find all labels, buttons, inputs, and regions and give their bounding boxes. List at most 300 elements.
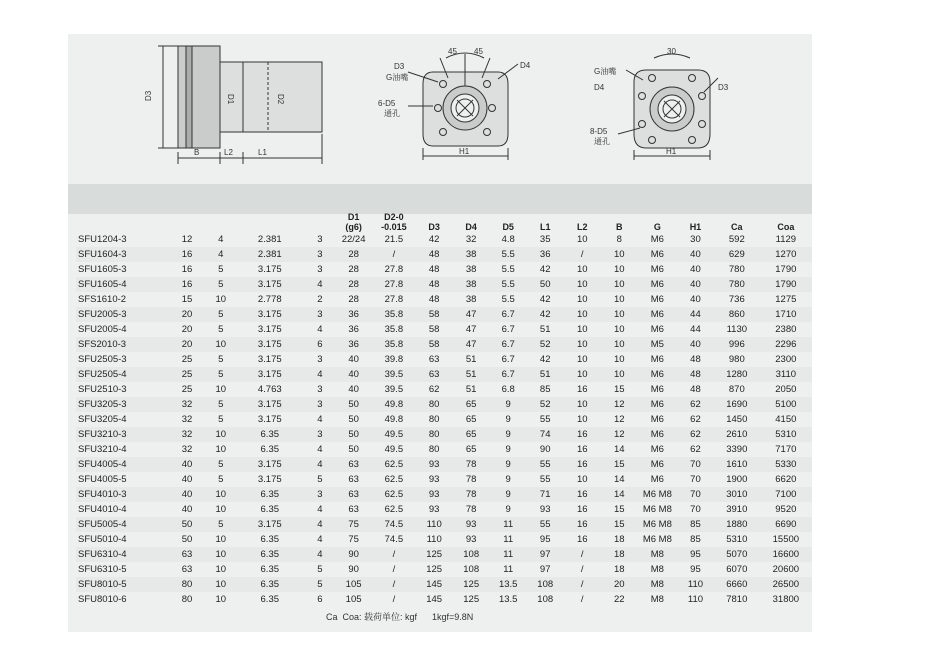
table-cell: 6.7 <box>490 367 527 382</box>
table-cell: 85 <box>690 534 701 545</box>
table-cell: 42 <box>428 234 440 245</box>
model-cell: SFU3205-3 <box>76 397 167 412</box>
table-cell: M8 <box>650 594 664 605</box>
table-cell: 2610 <box>714 427 760 442</box>
table-cell: 32 <box>181 444 193 455</box>
table-cell: / <box>580 594 584 605</box>
table-cell: 10 <box>601 247 638 262</box>
table-cell: 5.5 <box>501 264 515 275</box>
table-cell: 70 <box>690 474 701 485</box>
table-cell: 10 <box>215 564 227 575</box>
table-cell: / <box>580 564 584 575</box>
table-cell: 110 <box>416 517 453 532</box>
table-cell: 9520 <box>775 504 797 515</box>
table-cell: 63 <box>416 367 453 382</box>
table-cell: 63 <box>181 564 193 575</box>
table-cell: 3.175 <box>235 457 305 472</box>
table-cell: 50 <box>348 444 359 455</box>
table-cell: 9 <box>490 457 527 472</box>
table-row <box>76 457 812 472</box>
table-cell: 50 <box>335 397 372 412</box>
table-cell: 5 <box>207 517 235 532</box>
table-cell: 39.5 <box>384 384 404 395</box>
table-cell: 35.8 <box>372 307 416 322</box>
table-cell: 4.763 <box>257 384 282 395</box>
table-cell: 6.35 <box>235 577 305 592</box>
table-row <box>76 547 812 562</box>
table-cell: 48 <box>416 277 453 292</box>
table-cell: 95 <box>677 547 714 562</box>
table-cell: 16 <box>576 384 588 395</box>
table-cell: 996 <box>714 337 760 352</box>
table-cell: 16 <box>576 504 588 515</box>
table-cell: 1270 <box>760 247 812 262</box>
header-cell <box>167 210 206 232</box>
table-cell: 40 <box>167 487 206 502</box>
table-cell: M6 <box>638 457 677 472</box>
table-cell: 18 <box>613 564 625 575</box>
table-cell: 20600 <box>772 564 800 575</box>
table-cell: 9 <box>490 397 527 412</box>
table-cell: / <box>564 577 601 592</box>
table-cell: 10 <box>207 427 235 442</box>
table-cell: 6.7 <box>490 337 527 352</box>
table-cell: 108 <box>537 594 554 605</box>
model-cell: SFU1605-4 <box>76 277 167 292</box>
table-cell: 4 <box>218 234 224 245</box>
dim-label-d4-front-b: D4 <box>594 83 605 92</box>
spec-table <box>76 210 812 607</box>
table-row <box>76 592 812 607</box>
table-cell: 26500 <box>760 577 812 592</box>
table-cell: 10 <box>601 307 638 322</box>
table-cell: 93 <box>416 487 453 502</box>
model-cell: SFU1204-3 <box>78 234 127 245</box>
header-cell-b: B <box>615 222 623 232</box>
table-row <box>76 427 812 442</box>
table-cell: 36 <box>348 324 359 335</box>
table-cell: 5.5 <box>501 294 515 305</box>
table-cell: 62 <box>690 444 701 455</box>
table-cell: 13.5 <box>498 594 518 605</box>
table-cell: 38 <box>465 264 477 275</box>
table-row <box>76 382 812 397</box>
table-cell: 5 <box>305 577 335 592</box>
table-cell: 6.35 <box>235 427 305 442</box>
table-cell: 780 <box>728 264 745 275</box>
model-cell: SFU5010-4 <box>78 534 127 545</box>
table-cell: 50 <box>167 517 206 532</box>
grease-nipple-label-a: G油嘴 <box>386 73 409 82</box>
table-cell: 44 <box>677 307 714 322</box>
table-cell: 860 <box>714 307 760 322</box>
table-cell: 40 <box>690 294 701 305</box>
table-cell: M6 <box>638 277 677 292</box>
table-cell: 629 <box>714 247 760 262</box>
table-cell: 2296 <box>760 337 812 352</box>
table-cell: 40 <box>690 264 701 275</box>
model-cell: SFU2005-4 <box>78 324 127 335</box>
table-cell: M6 <box>638 247 677 262</box>
table-cell: 71 <box>527 487 564 502</box>
table-cell: 125 <box>453 577 490 592</box>
table-cell: 48 <box>428 264 440 275</box>
table-cell: / <box>372 547 416 562</box>
table-cell: 3110 <box>760 367 812 382</box>
table-cell: 6.35 <box>235 547 305 562</box>
table-cell: 108 <box>453 547 490 562</box>
hole-count-label-b: 8-D5 <box>590 127 608 136</box>
table-cell: 4 <box>317 324 323 335</box>
table-cell: 51 <box>539 324 551 335</box>
flange-front-view-b <box>618 54 718 160</box>
through-hole-label-a: 通孔 <box>384 109 400 118</box>
table-cell: 780 <box>714 277 760 292</box>
table-cell: 9 <box>490 427 527 442</box>
table-cell: 3.175 <box>235 277 305 292</box>
table-cell: 13.5 <box>490 577 527 592</box>
table-cell: M6 <box>638 397 677 412</box>
table-cell: 11 <box>490 547 527 562</box>
table-row <box>76 367 812 382</box>
table-cell: 3 <box>305 427 335 442</box>
table-cell: 7170 <box>775 444 797 455</box>
table-cell: 48 <box>677 367 714 382</box>
table-row <box>76 532 812 547</box>
table-cell: 65 <box>453 397 490 412</box>
table-cell: 48 <box>416 247 453 262</box>
table-cell: 65 <box>465 444 477 455</box>
model-cell: SFU3205-4 <box>78 414 127 425</box>
table-cell: 93 <box>539 504 551 515</box>
table-cell: 2300 <box>775 354 797 365</box>
table-cell: 11 <box>490 517 527 532</box>
table-cell: 3 <box>305 247 335 262</box>
model-cell: SFU3210-3 <box>76 427 167 442</box>
table-cell: 22/24 <box>341 234 366 245</box>
table-cell: 3.175 <box>257 474 282 485</box>
hole-count-label-a: 6-D5 <box>378 99 396 108</box>
table-cell: M5 <box>638 337 677 352</box>
table-cell: 9 <box>505 474 511 485</box>
table-row <box>76 322 812 337</box>
table-row <box>76 517 812 532</box>
table-cell: 93 <box>428 504 440 515</box>
table-cell: 1790 <box>775 264 797 275</box>
table-cell: 32 <box>465 234 477 245</box>
header-cell-l1: L1 <box>539 222 551 232</box>
table-cell: 47 <box>453 337 490 352</box>
table-cell: 22 <box>613 594 625 605</box>
table-row <box>76 262 812 277</box>
table-cell: 9 <box>505 504 511 515</box>
table-cell: 5 <box>207 307 235 322</box>
table-cell: 870 <box>728 384 745 395</box>
table-cell: 125 <box>426 564 443 575</box>
table-cell: 78 <box>453 487 490 502</box>
model-cell: SFU6310-4 <box>76 547 167 562</box>
dim-label-d1: D1 <box>226 94 235 105</box>
dim-label-30: 30 <box>667 47 676 56</box>
table-cell: 55 <box>527 457 564 472</box>
table-cell: 65 <box>465 414 477 425</box>
table-cell: / <box>372 577 416 592</box>
table-cell: 5100 <box>760 397 812 412</box>
table-row <box>76 562 812 577</box>
table-cell: 3010 <box>714 487 760 502</box>
table-cell: 28 <box>335 247 372 262</box>
table-cell: 42 <box>527 307 564 322</box>
header-cell-d1: D1 (g6) <box>345 212 362 232</box>
model-cell: SFU2005-3 <box>76 307 167 322</box>
table-cell: 11 <box>503 534 514 545</box>
table-cell: 30 <box>690 234 701 245</box>
table-cell: 15 <box>601 517 638 532</box>
table-cell: 1450 <box>726 414 748 425</box>
table-cell: 16 <box>576 534 588 545</box>
model-cell: SFU1604-3 <box>76 247 167 262</box>
table-cell: 74 <box>527 427 564 442</box>
table-cell: 55 <box>527 517 564 532</box>
table-cell: 35.8 <box>384 324 404 335</box>
table-cell: M6 <box>650 234 664 245</box>
flange-front-view-a <box>408 53 518 160</box>
table-row <box>76 487 812 502</box>
table-cell: 51 <box>465 354 477 365</box>
table-cell: 2.778 <box>257 294 282 305</box>
table-cell: 49.5 <box>384 444 404 455</box>
table-cell: 80 <box>181 594 193 605</box>
table-cell: / <box>392 594 396 605</box>
table-cell: 1880 <box>714 517 760 532</box>
table-cell: 32 <box>167 427 206 442</box>
table-cell: 36 <box>335 307 372 322</box>
table-cell: 5 <box>218 414 224 425</box>
table-cell: 6.35 <box>260 534 280 545</box>
table-cell: 8 <box>616 234 622 245</box>
table-cell: 5 <box>317 474 323 485</box>
table-body <box>76 232 812 607</box>
table-cell: 51 <box>465 384 477 395</box>
table-cell: 10 <box>576 354 588 365</box>
table-cell: 62.5 <box>372 487 416 502</box>
table-cell: 4.8 <box>501 234 515 245</box>
table-cell: 78 <box>465 474 477 485</box>
table-cell: 25 <box>181 354 193 365</box>
model-cell: SFU3210-4 <box>78 444 127 455</box>
header-cell-d3: D3 <box>428 222 440 232</box>
table-cell: 10 <box>215 534 227 545</box>
table-cell: 40 <box>335 367 372 382</box>
table-cell: 49.5 <box>372 427 416 442</box>
model-cell: SFS1610-2 <box>78 294 127 305</box>
table-cell: 4150 <box>775 414 797 425</box>
catalog-sheet <box>68 34 812 632</box>
table-cell: 38 <box>453 277 490 292</box>
table-cell: 1275 <box>775 294 797 305</box>
table-cell: 48 <box>428 294 440 305</box>
table-cell: 3.175 <box>235 307 305 322</box>
table-cell: 39.8 <box>384 354 404 365</box>
header-cell-ca: Ca <box>731 222 743 232</box>
table-cell: 80 <box>428 414 440 425</box>
table-cell: 40 <box>677 277 714 292</box>
table-cell: M6 M8 <box>642 534 672 545</box>
table-cell: M8 <box>638 577 677 592</box>
table-cell: 31800 <box>772 594 800 605</box>
table-cell: 10 <box>207 547 235 562</box>
table-cell: 93 <box>465 534 477 545</box>
model-cell: SFU8010-5 <box>76 577 167 592</box>
table-cell: 145 <box>416 577 453 592</box>
table-cell: 10 <box>564 367 601 382</box>
table-cell: 36 <box>335 337 372 352</box>
table-cell: 42 <box>539 294 551 305</box>
table-cell: 4 <box>317 534 323 545</box>
table-cell: 95 <box>690 564 701 575</box>
table-cell: 16600 <box>760 547 812 562</box>
table-cell: 105 <box>345 594 362 605</box>
table-cell: M6 <box>650 294 664 305</box>
header-cell <box>76 210 167 232</box>
table-cell: 4 <box>317 444 323 455</box>
model-cell: SFU4005-5 <box>78 474 127 485</box>
table-cell: 10 <box>613 324 625 335</box>
table-cell: 18 <box>613 534 625 545</box>
table-cell: 16 <box>576 444 588 455</box>
table-cell: 44 <box>690 324 701 335</box>
table-cell: 63 <box>348 504 359 515</box>
table-cell: 1129 <box>775 234 797 245</box>
table-row <box>76 412 812 427</box>
table-cell: 5 <box>207 277 235 292</box>
table-cell: M6 M8 <box>638 487 677 502</box>
table-cell: 48 <box>690 384 701 395</box>
table-cell: 16 <box>564 517 601 532</box>
table-cell: 4 <box>305 547 335 562</box>
table-cell: 27.8 <box>384 294 404 305</box>
table-cell: 50 <box>348 414 359 425</box>
table-cell: 108 <box>527 577 564 592</box>
table-cell: 6070 <box>726 564 748 575</box>
table-cell: 38 <box>453 247 490 262</box>
table-cell: 21.5 <box>384 234 404 245</box>
side-view-drawing <box>158 46 322 164</box>
table-cell: 3.175 <box>257 414 282 425</box>
table-cell: 10 <box>207 337 235 352</box>
header-cell-g: G <box>653 222 661 232</box>
table-cell: 80 <box>416 427 453 442</box>
table-cell: 6.35 <box>260 564 280 575</box>
table-cell: 49.8 <box>384 414 404 425</box>
table-cell: 74.5 <box>372 517 416 532</box>
table-cell: M6 <box>650 384 664 395</box>
table-row <box>76 337 812 352</box>
table-cell: 1710 <box>760 307 812 322</box>
table-cell: M6 <box>650 324 664 335</box>
table-cell: 7100 <box>760 487 812 502</box>
table-cell: 16 <box>181 264 193 275</box>
table-cell: 63 <box>428 354 440 365</box>
table-cell: 5 <box>218 324 224 335</box>
table-cell: 39.5 <box>372 367 416 382</box>
table-cell: 5 <box>218 474 224 485</box>
table-cell: 58 <box>416 337 453 352</box>
table-cell: 93 <box>428 474 440 485</box>
table-cell: 10 <box>576 474 588 485</box>
table-cell: 75 <box>348 534 359 545</box>
table-cell: 3.175 <box>235 367 305 382</box>
table-cell: 145 <box>426 594 443 605</box>
dim-label-45-left: 45 <box>448 47 457 56</box>
table-cell: M6 <box>650 264 664 275</box>
table-row <box>76 577 812 592</box>
table-cell: 10 <box>207 577 235 592</box>
table-cell: 97 <box>527 547 564 562</box>
table-cell: 16 <box>564 457 601 472</box>
table-cell: 20 <box>167 337 206 352</box>
dim-label-l2: L2 <box>224 148 233 157</box>
table-cell: 10 <box>576 294 588 305</box>
model-cell: SFU4005-4 <box>76 457 167 472</box>
table-cell: 40 <box>167 457 206 472</box>
table-cell: 1690 <box>714 397 760 412</box>
table-cell: 10 <box>576 264 588 275</box>
dim-label-d3-front-b: D3 <box>718 83 729 92</box>
model-cell: SFU8010-6 <box>78 594 127 605</box>
table-cell: 40 <box>677 247 714 262</box>
table-cell: 51 <box>453 367 490 382</box>
drawings-svg <box>68 34 812 184</box>
table-row <box>76 247 812 262</box>
table-cell: 48 <box>690 354 701 365</box>
table-row <box>76 502 812 517</box>
table-cell: 105 <box>335 577 372 592</box>
header-cell-d5: D5 <box>502 222 514 232</box>
table-row <box>76 232 812 247</box>
table-cell: 5 <box>317 564 323 575</box>
table-cell: 20 <box>167 307 206 322</box>
table-cell: 3.175 <box>257 324 282 335</box>
table-cell: 9 <box>505 414 511 425</box>
table-cell: 1130 <box>726 324 748 335</box>
table-cell: 18 <box>601 547 638 562</box>
table-cell: 70 <box>677 487 714 502</box>
table-cell: 10 <box>601 277 638 292</box>
table-cell: 10 <box>613 354 625 365</box>
table-cell: M6 <box>650 444 664 455</box>
table-cell: 62 <box>677 397 714 412</box>
table-cell: 27.8 <box>384 264 404 275</box>
table-cell: 4 <box>305 517 335 532</box>
table-cell: 85 <box>677 517 714 532</box>
table-cell: 6.35 <box>260 594 280 605</box>
table-cell: M6 <box>650 354 664 365</box>
table-cell: 10 <box>576 324 588 335</box>
table-cell: 40 <box>181 474 193 485</box>
table-row <box>76 442 812 457</box>
table-cell: 90 <box>335 547 372 562</box>
table-cell: / <box>564 547 601 562</box>
table-cell: 80 <box>167 577 206 592</box>
table-cell: 93 <box>453 517 490 532</box>
table-cell: 10 <box>215 384 227 395</box>
table-cell: 4 <box>317 414 323 425</box>
table-cell: 20 <box>601 577 638 592</box>
table-cell: 15 <box>601 457 638 472</box>
table-cell: 125 <box>463 594 480 605</box>
table-cell: 2380 <box>775 324 797 335</box>
